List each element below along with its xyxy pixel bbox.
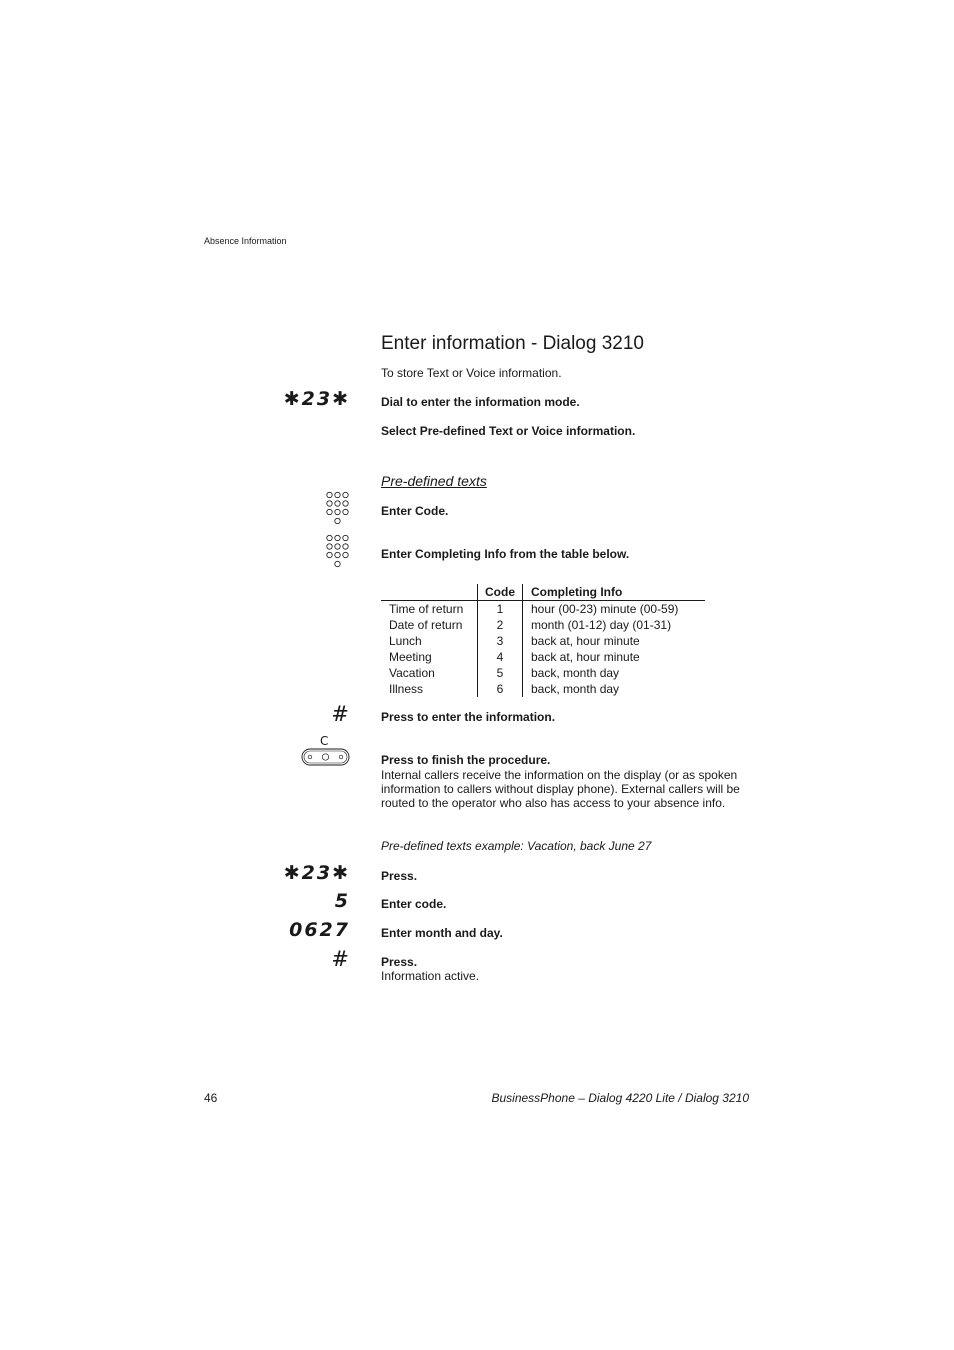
example-result-text: Information active. [381,969,480,983]
table-cell: back, month day [523,665,706,681]
section-header: Absence Information [204,236,287,246]
page-title: Enter information - Dialog 3210 [381,333,644,354]
table-cell: 1 [478,601,523,618]
table-row [381,617,705,633]
step-select-text: Select Pre-defined Text or Voice information. [381,424,636,438]
table-cell: hour (00-23) minute (00-59) [523,601,706,618]
finish-description: Internal callers receive the information on the display (or as spoken information to callers without display phone). External callers will be routed to the operator who also has access to your absence info. [381,768,740,810]
hash-key-icon: # [331,702,349,726]
table-cell: Meeting [389,650,432,664]
table-row [381,665,705,681]
star-23-star-key-icon: ✱23✱ [283,862,350,884]
example-step-enter-code: Enter code. [381,897,447,911]
table-cell: Lunch [389,634,422,648]
page-number: 46 [204,1091,218,1105]
example-note: Pre-defined texts example: Vacation, back June 27 [381,839,652,853]
predefined-heading: Pre-defined texts [381,473,487,489]
step-press-enter: Press to enter the information. [381,710,556,724]
table-header-cell [381,584,478,601]
table-header-cell: Code [478,584,523,601]
intro-text: To store Text or Voice information. [381,366,562,380]
table-cell: 5 [478,665,523,681]
example-step-month-day: Enter month and day. [381,926,503,940]
example-step-press-final: Press. [381,955,418,969]
clear-button-icon [301,734,351,768]
digit-5-key-icon: 5 [334,890,350,912]
table-cell: 6 [478,681,523,697]
hash-key-icon: # [331,947,349,971]
example-step-press: Press. [381,869,418,883]
table-cell: month (01-12) day (01-31) [523,617,706,633]
table-cell: 4 [478,649,523,665]
table-cell: Time of return [389,602,464,616]
table-cell: 2 [478,617,523,633]
keypad-icon [326,491,350,527]
digits-0627-key-icon: 0627 [289,919,350,941]
step-enter-code: Enter Code. [381,504,449,518]
step-press-finish: Press to finish the procedure. [381,753,551,767]
keypad-icon [326,534,350,570]
table-row [381,649,705,665]
table-cell: 3 [478,633,523,649]
footer-doc-title: BusinessPhone – Dialog 4220 Lite / Dialog 3210 [491,1091,749,1105]
table-row [381,601,705,618]
table-cell: Illness [389,682,424,696]
table-row [381,681,705,697]
table-header-cell: Completing Info [523,584,706,601]
step-dial-text: Dial to enter the information mode. [381,395,580,409]
table-cell: back, month day [523,681,706,697]
table-cell: Date of return [389,618,463,632]
table-cell: Vacation [389,666,435,680]
completing-info-table [381,584,705,697]
table-cell: back at, hour minute [523,633,706,649]
table-cell: back at, hour minute [523,649,706,665]
clear-key-label: C [320,734,329,748]
clear-key-shape-icon [301,748,351,768]
step-enter-completing: Enter Completing Info from the table below. [381,547,630,561]
table-row [381,633,705,649]
star-23-star-key-icon: ✱23✱ [283,388,350,410]
